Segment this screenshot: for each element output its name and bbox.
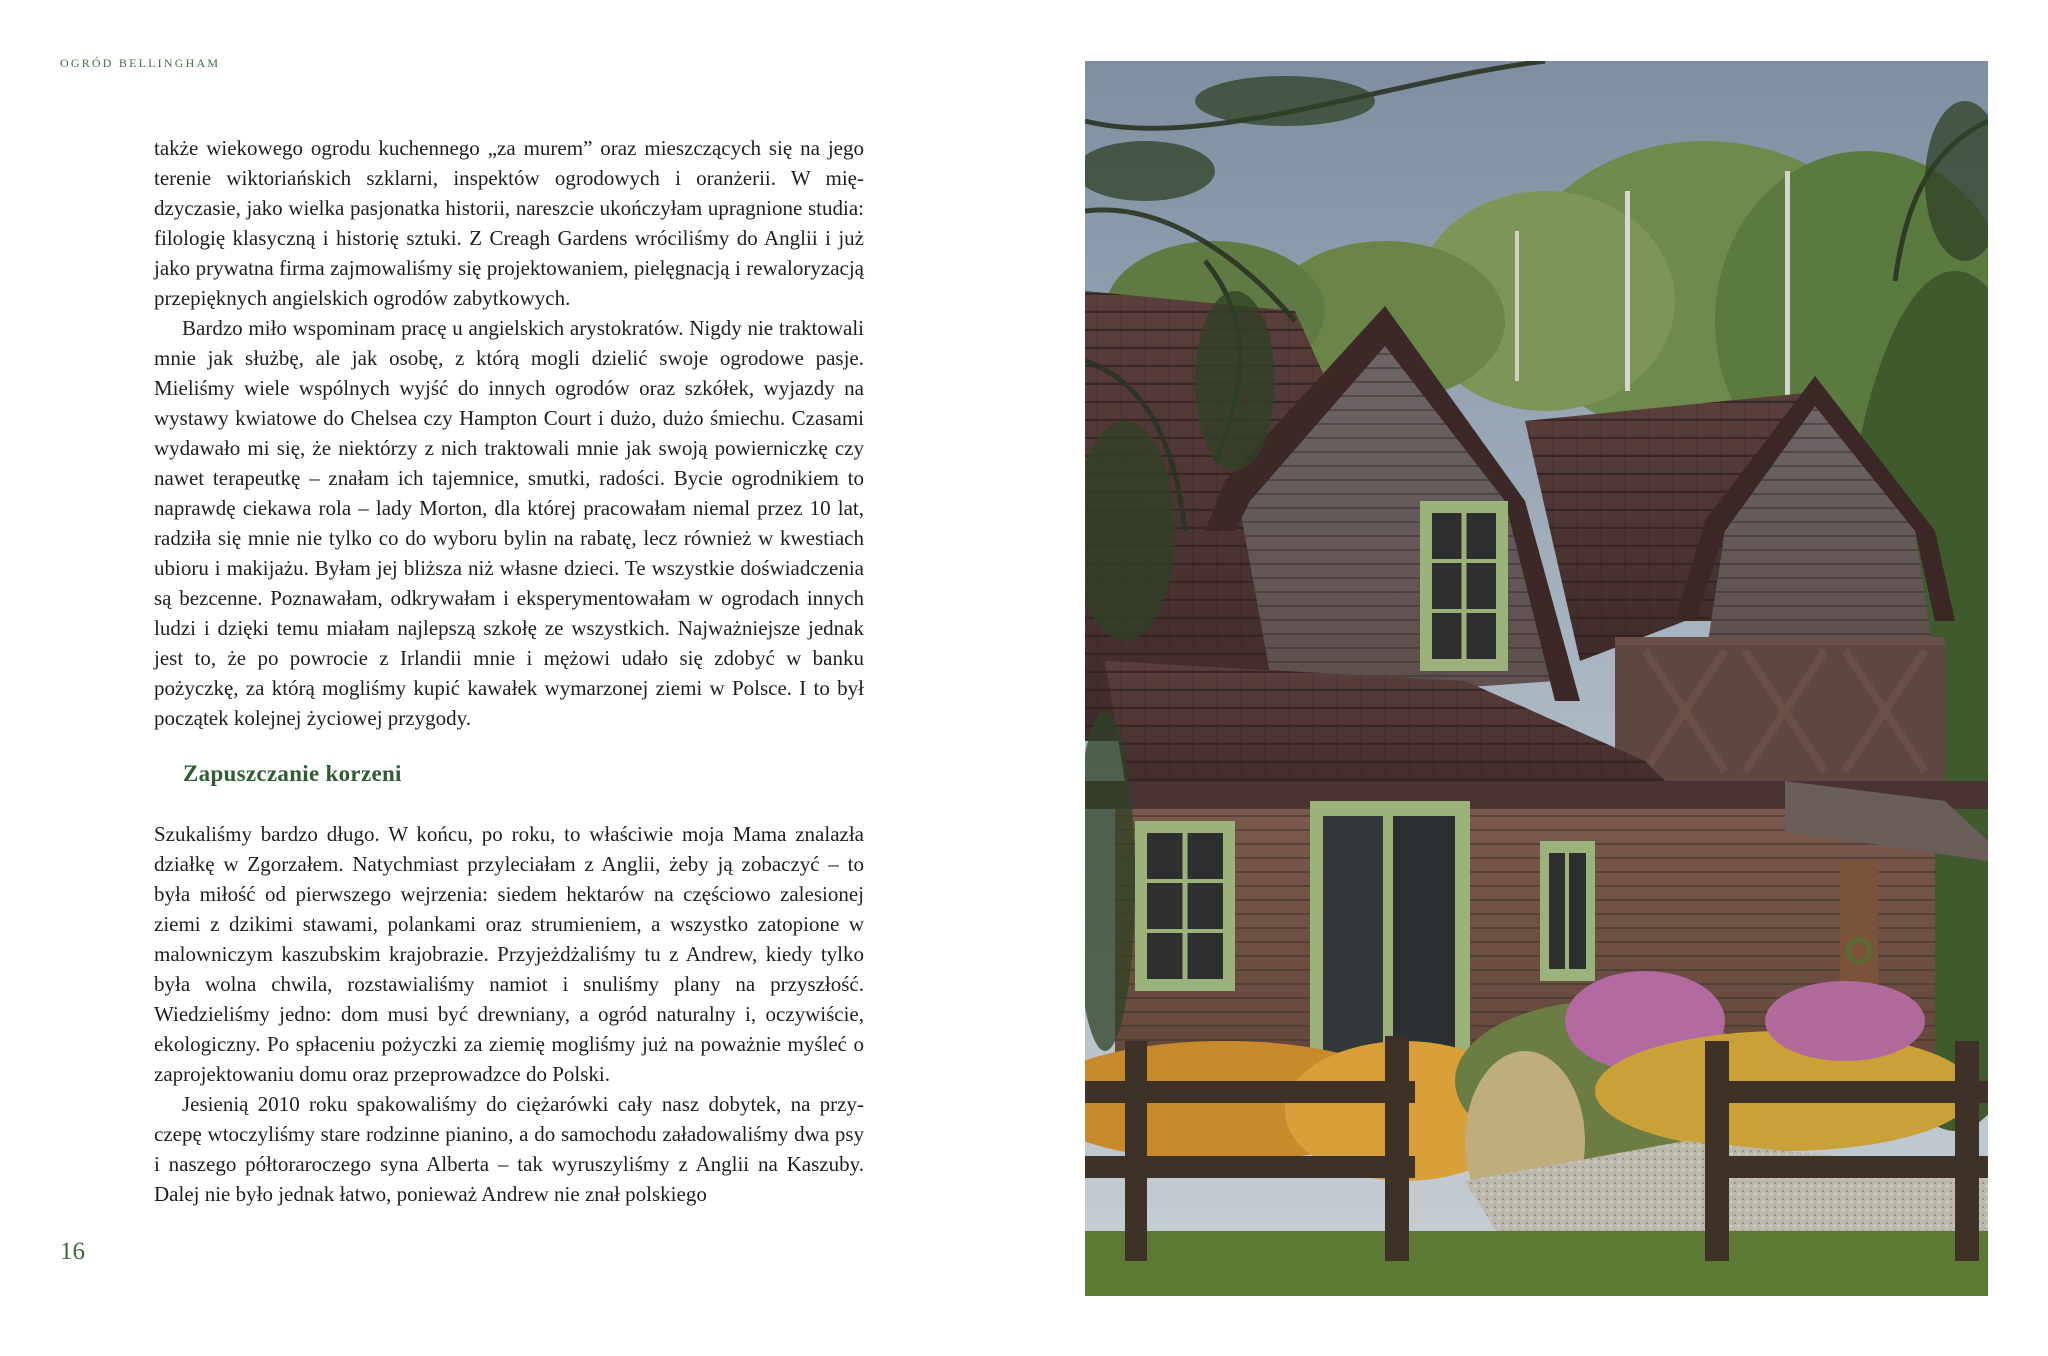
- page-number: 16: [60, 1238, 85, 1265]
- lower-left-window: [1135, 821, 1235, 991]
- text-column: [154, 133, 864, 1209]
- balcony-railing: [1615, 641, 1945, 781]
- body-paragraph-4: Jesienią 2010 roku spakowaliśmy do ciężarówki cały nasz dobytek, na przyczepę wtoczyliśmy stare rodzinne pianino, a do samochodu załadowaliśmy dwa psy i naszego półtoraroczego syna Alberta – tak wyruszyliśmy z Anglii na Kaszuby. Dalej nie było jednak łatwo, ponieważ Andrew nie znał polskiego: [154, 1092, 864, 1206]
- house-photo: [1085, 61, 1988, 1296]
- body-paragraph-1: także wiekowego ogrodu kuchennego „za murem” oraz mieszczących się na jego terenie wiktoriańskich szklarni, inspektów ogrodowych i oranżerii. W międzyczasie, jako wielka pasjonatka historii, nareszcie ukończyłam upragnione studia: filologię klasyczną i historię sztuki. Z Creagh Gardens wróciliśmy do Anglii i już jako prywatna firma zajmowaliśmy się projektowaniem, pielęgnacją i rewaloryzacją przepięknych angielskich ogrodów zabytkowych.: [154, 136, 864, 310]
- lawn: [1085, 1231, 1988, 1296]
- lower-right-window: [1540, 841, 1595, 981]
- running-header: OGRÓD BELLINGHAM: [60, 56, 221, 70]
- upper-window: [1420, 501, 1508, 671]
- section-heading: Zapuszczanie korzeni: [183, 761, 402, 786]
- body-paragraph-3: Szukaliśmy bardzo długo. W końcu, po roku, to właściwie moja Mama znalazła działkę w Zgorzałem. Natychmiast przyleciałam z Anglii, żeby ją zobaczyć – to była miłość od pierwszego wejrzenia: siedem hektarów na częściowo zalesionej ziemi z dzikimi stawami, polankami oraz strumieniem, a wszystko zatopione w malowniczym kaszubskim krajobrazie. Przyjeżdżaliśmy tu z Andrew, kiedy tylko była wolna chwila, rozstawialiśmy namiot i snuliśmy plany na przyszłość. Wiedzieliśmy jedno: dom musi być drewniany, a ogród naturalny i, oczywiście, ekologiczny. Po spłaceniu pożyczki za ziemię mogliśmy już na poważnie myśleć o zaprojektowaniu domu oraz przeprowadzce do Polski.: [154, 822, 864, 1086]
- body-paragraph-2: Bardzo miło wspominam pracę u angielskich arystokratów. Nigdy nie traktowali mnie jak służbę, ale jak osobę, z którą mogli dzielić swoje ogrodowe pasje. Mieliśmy wiele wspólnych wyjść do innych ogrodów oraz szkółek, wyjazdy na wystawy kwiatowe do Chelsea czy Hampton Court i dużo, dużo śmiechu. Czasami wydawało mi się, że niektórzy z nich traktowali mnie jak swoją powierniczkę czy nawet terapeutkę – znałam ich tajemnice, smutki, radości. Bycie ogrodnikiem to naprawdę ciekawa rola – lady Morton, dla której pracowałam niemal przez 10 lat, radziła się mnie nie tylko co do wyboru bylin na rabatę, lecz również w kwestiach ubioru i makijażu. Byłam jej bliższa niż własne dzieci. Te wszystkie doświadczenia są bezcenne. Poznawałam, odkrywałam i eksperymentowałam w ogrodach innych ludzi i dzięki temu miałam najlepszą szkołę ze wszystkich. Najważniejsze jednak jest to, że po powrocie z Irlandii mnie i mężowi udało się zdobyć w banku pożyczkę, za którą mogliśmy kupić kawałek wymarzonej ziemi w Polsce. I to był początek kolejnej życiowej przygody.: [154, 316, 864, 730]
